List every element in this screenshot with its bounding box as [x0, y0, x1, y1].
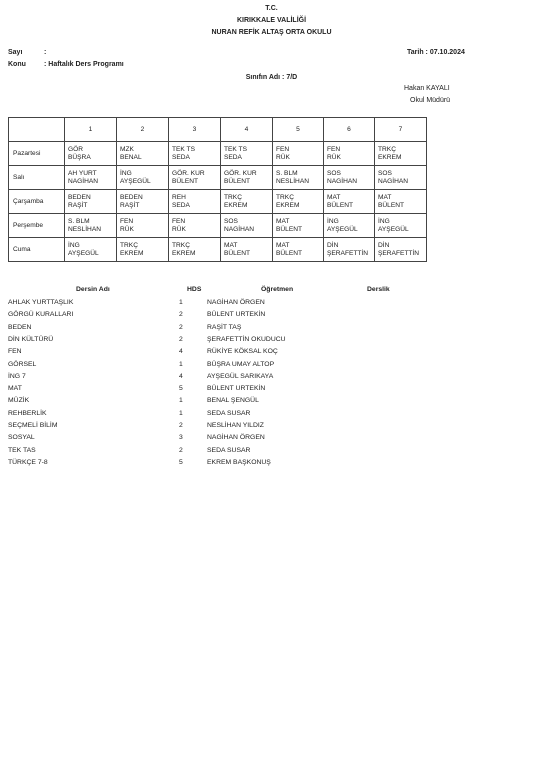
lesson-teacher: SEDA	[172, 201, 190, 209]
header-school-name: NURAN REFİK ALTAŞ ORTA OKULU	[211, 29, 332, 36]
schedule-day-row	[9, 190, 427, 214]
lesson-subject: AH YURT	[68, 169, 97, 177]
lesson-subject: BEDEN	[68, 193, 91, 201]
lesson-cell	[117, 214, 169, 238]
course-teacher: SEDA SUSAR	[207, 409, 251, 417]
lesson-cell	[117, 238, 169, 262]
lesson-cell	[375, 166, 427, 190]
lesson-teacher: SEDA	[172, 153, 190, 161]
lesson-cell	[169, 190, 221, 214]
lesson-teacher: BÜLENT	[224, 249, 251, 257]
header-governorship: KIRIKKALE VALİLİĞİ	[236, 17, 307, 24]
lesson-teacher: NESLİHAN	[276, 177, 309, 185]
course-name: REHBERLİK	[8, 409, 47, 417]
lesson-cell	[324, 214, 375, 238]
course-teacher: EKREM BAŞKONUŞ	[207, 458, 271, 466]
lesson-cell	[273, 238, 324, 262]
lesson-cell	[324, 166, 375, 190]
course-teacher: BÜLENT URTEKİN	[207, 311, 266, 319]
course-hds: 3	[179, 434, 183, 442]
lesson-teacher: EKREM	[224, 201, 248, 209]
lesson-subject: SOS	[327, 169, 341, 177]
lesson-teacher: RAŞİT	[68, 201, 88, 209]
lesson-teacher: RÜK	[120, 225, 134, 233]
header-teacher: Öğretmen	[261, 286, 294, 293]
lesson-subject: FEN	[172, 217, 186, 225]
course-name: MÜZİK	[8, 397, 30, 405]
schedule-day-row	[9, 142, 427, 166]
course-teacher: BÜLENT URTEKİN	[207, 385, 266, 393]
lesson-teacher: AYŞEGÜL	[378, 225, 409, 233]
weekly-schedule-table	[8, 117, 427, 262]
lesson-teacher: EKREM	[378, 153, 402, 161]
period-number: 1	[65, 118, 117, 142]
lesson-subject: İNG	[327, 217, 339, 225]
lesson-cell	[221, 190, 273, 214]
schedule-corner-cell	[9, 118, 65, 142]
lesson-cell	[117, 142, 169, 166]
lesson-teacher: BÜLENT	[276, 225, 303, 233]
lesson-subject: GÖR	[68, 145, 84, 153]
lesson-cell	[324, 142, 375, 166]
course-row	[8, 336, 428, 348]
course-name: GÖRGÜ KURALLARI	[8, 311, 74, 319]
lesson-cell	[375, 214, 427, 238]
lesson-subject: MAT	[224, 241, 238, 249]
lesson-teacher: RÜK	[172, 225, 186, 233]
course-teacher: BÜŞRA UMAY ALTOP	[207, 360, 275, 368]
lesson-subject: FEN	[327, 145, 341, 153]
class-name: Sınıfın Adı : 7/D	[245, 74, 298, 81]
course-hds: 2	[179, 323, 183, 331]
lesson-cell	[65, 166, 117, 190]
date-text: Tarih : 07.10.2024	[407, 49, 465, 56]
course-name: MAT	[8, 385, 22, 393]
course-hds: 4	[179, 372, 183, 380]
course-name: İNG 7	[8, 372, 26, 380]
lesson-subject: MAT	[276, 241, 290, 249]
lesson-teacher: BÜLENT	[224, 177, 251, 185]
lesson-teacher: BÜLENT	[378, 201, 405, 209]
lesson-cell	[273, 142, 324, 166]
course-name: GÖRSEL	[8, 360, 37, 368]
course-hds: 4	[179, 348, 183, 356]
schedule-day-row	[9, 166, 427, 190]
lesson-subject: SOS	[224, 217, 238, 225]
lesson-teacher: SEDA	[224, 153, 242, 161]
course-row	[8, 447, 428, 459]
lesson-cell	[169, 166, 221, 190]
course-row	[8, 397, 428, 409]
lesson-teacher: NAGİHAN	[68, 177, 99, 185]
course-row	[8, 385, 428, 397]
course-teacher: BENAL ŞENGÜL	[207, 397, 259, 405]
lesson-subject: DİN	[378, 241, 390, 249]
course-name: FEN	[8, 348, 22, 356]
day-name: Perşembe	[9, 214, 65, 238]
course-hds: 2	[179, 422, 183, 429]
lesson-subject: DİN	[327, 241, 339, 249]
course-row	[8, 373, 428, 385]
course-hds: 5	[179, 458, 183, 466]
course-hds: 2	[179, 335, 183, 343]
lesson-teacher: BÜLENT	[172, 177, 199, 185]
lesson-subject: GÖR. KUR	[224, 169, 257, 177]
period-number: 2	[117, 118, 169, 142]
lesson-teacher: AYŞEGÜL	[327, 225, 358, 233]
course-name: SEÇMELİ BİLİM	[8, 422, 58, 429]
lesson-cell	[169, 142, 221, 166]
lesson-cell	[324, 238, 375, 262]
lesson-teacher: BÜLENT	[327, 201, 354, 209]
principal-title: Okul Müdürü	[410, 97, 451, 104]
lesson-cell	[221, 238, 273, 262]
course-teacher: NAGİHAN ÖRGEN	[207, 434, 265, 442]
lesson-teacher: BÜLENT	[276, 249, 303, 257]
lesson-teacher: RÜK	[276, 153, 290, 161]
header-tc: T.C.	[265, 5, 278, 12]
lesson-cell	[375, 238, 427, 262]
course-name: TÜRKÇE 7-8	[8, 458, 48, 466]
schedule-header-row	[9, 118, 427, 142]
schedule-day-row	[9, 238, 427, 262]
period-number: 5	[273, 118, 324, 142]
lesson-teacher: NAGİHAN	[378, 177, 409, 185]
course-list-header	[8, 286, 428, 298]
lesson-cell	[324, 190, 375, 214]
course-row	[8, 299, 428, 311]
lesson-teacher: EKREM	[172, 249, 196, 257]
lesson-teacher: EKREM	[120, 249, 144, 257]
course-teacher: SEDA SUSAR	[207, 446, 251, 454]
lesson-subject: GÖR. KUR	[172, 169, 205, 177]
konu-value: : Haftalık Ders Programı	[44, 61, 124, 68]
lesson-cell	[169, 238, 221, 262]
day-name: Pazartesi	[9, 142, 65, 166]
lesson-cell	[273, 214, 324, 238]
lesson-cell	[65, 238, 117, 262]
lesson-subject: TRKÇ	[378, 145, 396, 153]
lesson-cell	[65, 142, 117, 166]
course-hds: 1	[179, 409, 183, 417]
lesson-teacher: RÜK	[327, 153, 341, 161]
course-teacher: NAGİHAN ÖRGEN	[207, 299, 265, 306]
period-number: 6	[324, 118, 375, 142]
lesson-subject: MZK	[120, 145, 134, 153]
lesson-cell	[221, 142, 273, 166]
lesson-cell	[169, 214, 221, 238]
header-room: Derslik	[367, 286, 390, 293]
header-course-name: Dersin Adı	[76, 286, 110, 293]
header-hds: HDS	[187, 286, 202, 293]
course-teacher: AYŞEGÜL SARIKAYA	[207, 372, 274, 380]
day-name: Salı	[9, 166, 65, 190]
lesson-cell	[65, 214, 117, 238]
lesson-subject: MAT	[327, 193, 341, 201]
course-row	[8, 434, 428, 446]
lesson-subject: S. BLM	[68, 217, 90, 225]
lesson-subject: TRKÇ	[172, 241, 190, 249]
course-name: DİN KÜLTÜRÜ	[8, 335, 54, 343]
lesson-cell	[375, 142, 427, 166]
lesson-cell	[117, 166, 169, 190]
period-number: 4	[221, 118, 273, 142]
lesson-teacher: AYŞEGÜL	[120, 177, 151, 185]
lesson-teacher: BÜŞRA	[68, 153, 91, 161]
course-row	[8, 361, 428, 373]
lesson-subject: TEK TS	[172, 145, 195, 153]
course-teacher: RAŞİT TAŞ	[207, 323, 242, 331]
lesson-cell	[65, 190, 117, 214]
lesson-subject: S. BLM	[276, 169, 298, 177]
lesson-teacher: AYŞEGÜL	[68, 249, 99, 257]
course-hds: 2	[179, 311, 183, 319]
lesson-cell	[375, 190, 427, 214]
lesson-subject: İNG	[378, 217, 390, 225]
schedule-day-row	[9, 214, 427, 238]
course-name: TEK TAS	[8, 446, 36, 454]
course-teacher: RÜKİYE KÖKSAL KOÇ	[207, 348, 278, 356]
course-hds: 5	[179, 385, 183, 393]
lesson-cell	[273, 190, 324, 214]
lesson-teacher: NAGİHAN	[224, 225, 255, 233]
lesson-cell	[221, 166, 273, 190]
lesson-cell	[273, 166, 324, 190]
principal-name: Hakan KAYALI	[404, 85, 450, 92]
konu-label: Konu	[8, 61, 26, 68]
course-name: BEDEN	[8, 323, 32, 331]
course-row	[8, 422, 428, 434]
lesson-subject: BEDEN	[120, 193, 143, 201]
course-row	[8, 348, 428, 360]
course-hds: 1	[179, 397, 183, 405]
sayi-colon: :	[44, 49, 47, 56]
lesson-subject: TEK TS	[224, 145, 247, 153]
lesson-subject: MAT	[378, 193, 392, 201]
lesson-subject: SOS	[378, 169, 392, 177]
course-row	[8, 311, 428, 323]
lesson-subject: TRKÇ	[120, 241, 138, 249]
lesson-subject: REH	[172, 193, 186, 201]
sayi-label: Sayı	[8, 49, 23, 56]
course-teacher: NESLİHAN YILDIZ	[207, 422, 264, 429]
period-number: 3	[169, 118, 221, 142]
course-teacher: ŞERAFETTİN OKUDUCU	[207, 335, 286, 343]
day-name: Çarşamba	[9, 190, 65, 214]
day-name: Cuma	[9, 238, 65, 262]
course-name: AHLAK YURTTAŞLIK	[8, 299, 74, 306]
course-row	[8, 410, 428, 422]
course-hds: 1	[179, 360, 183, 368]
lesson-subject: İNG	[120, 169, 132, 177]
lesson-teacher: NAGİHAN	[327, 177, 358, 185]
lesson-teacher: EKREM	[276, 201, 300, 209]
lesson-teacher: RAŞİT	[120, 201, 140, 209]
course-row	[8, 459, 428, 471]
course-hds: 1	[179, 299, 183, 306]
lesson-subject: TRKÇ	[276, 193, 294, 201]
lesson-subject: İNG	[68, 241, 80, 249]
lesson-teacher: BENAL	[120, 153, 142, 161]
lesson-subject: TRKÇ	[224, 193, 242, 201]
course-row	[8, 324, 428, 336]
lesson-subject: FEN	[276, 145, 290, 153]
lesson-cell	[117, 190, 169, 214]
lesson-teacher: NESLİHAN	[68, 225, 101, 233]
lesson-teacher: ŞERAFETTİN	[327, 249, 369, 257]
lesson-subject: FEN	[120, 217, 134, 225]
period-number: 7	[375, 118, 427, 142]
lesson-subject: MAT	[276, 217, 290, 225]
course-hds: 2	[179, 446, 183, 454]
lesson-teacher: ŞERAFETTİN	[378, 249, 420, 257]
course-name: SOSYAL	[8, 434, 35, 442]
lesson-cell	[221, 214, 273, 238]
